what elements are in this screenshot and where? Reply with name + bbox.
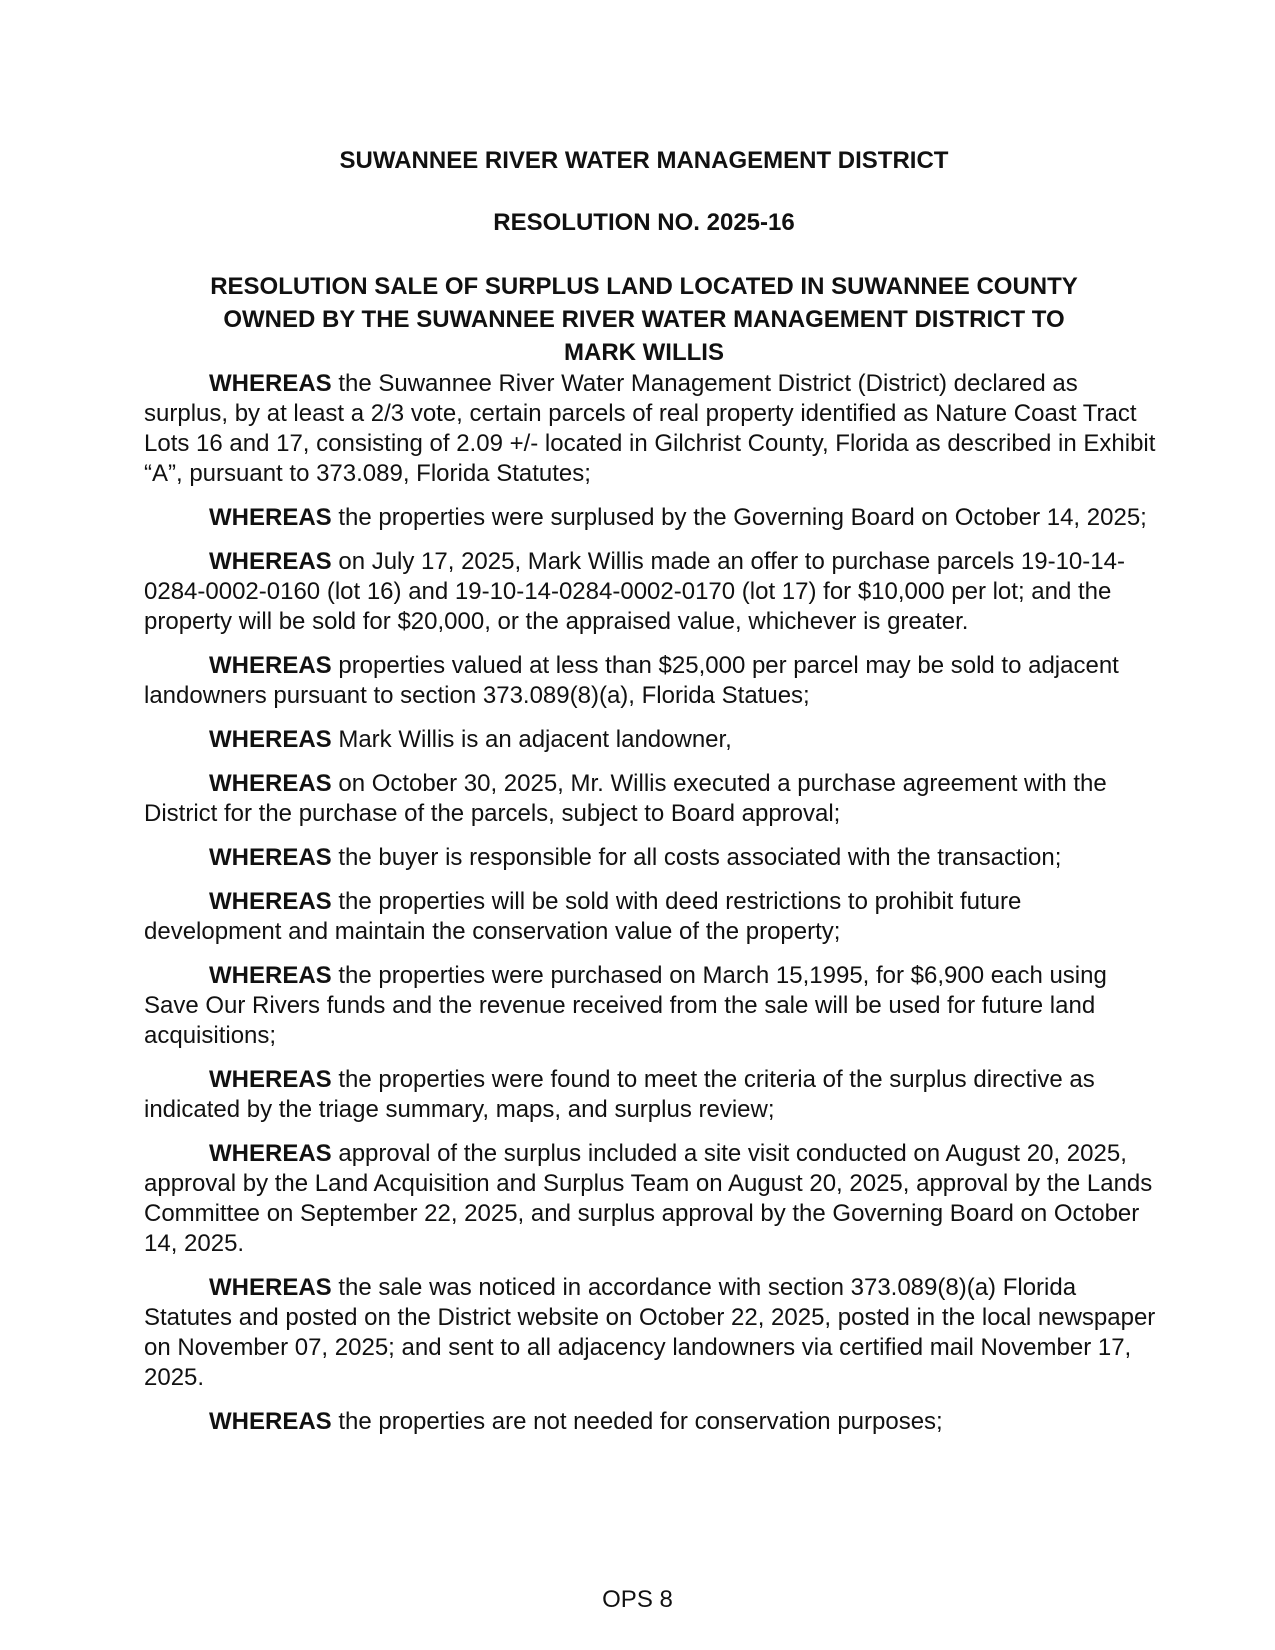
paragraph-line: 0284-0002-0160 (lot 16) and 19-10-14-0284-0002-0170 (lot 17) for $10,000 per lot; and the [144,578,1112,605]
paragraph-line: approval by the Land Acquisition and Surplus Team on August 20, 2025, approval by the Lands [144,1170,1153,1197]
paragraph-line: development and maintain the conservation value of the property; [144,918,841,945]
paragraph-line: property will be sold for $20,000, or the appraised value, whichever is greater. [144,608,969,635]
whereas-keyword: WHEREAS [209,888,332,915]
whereas-paragraph [144,769,1144,829]
whereas-keyword: WHEREAS [209,844,332,871]
whereas-paragraph [144,1407,1144,1437]
subject-line: RESOLUTION SALE OF SURPLUS LAND LOCATED IN SUWANNEE COUNTY [210,273,1078,300]
paragraph-line: WHEREAS approval of the surplus included a site visit conducted on August 20, 2025, [209,1140,1127,1167]
whereas-keyword: WHEREAS [209,726,332,753]
whereas-paragraph [144,725,1144,755]
resolution-subject [144,270,1144,369]
whereas-paragraph [144,961,1144,1051]
paragraph-line: WHEREAS the properties were found to meet the criteria of the surplus directive as [209,1066,1095,1093]
paragraph-line: WHEREAS the properties were surplused by the Governing Board on October 14, 2025; [209,504,1147,531]
paragraph-line: “A”, pursuant to 373.089, Florida Statutes; [144,460,591,487]
paragraph-line: WHEREAS the properties will be sold with deed restrictions to prohibit future [209,888,1022,915]
paragraph-line: landowners pursuant to section 373.089(8)(a), Florida Statues; [144,682,810,709]
paragraph-line: WHEREAS the Suwannee River Water Management District (District) declared as [209,370,1078,397]
whereas-keyword: WHEREAS [209,504,332,531]
paragraph-line: WHEREAS the properties are not needed for conservation purposes; [209,1408,943,1435]
whereas-paragraph [144,843,1144,873]
whereas-paragraph [144,1065,1144,1125]
paragraph-line: WHEREAS on October 30, 2025, Mr. Willis executed a purchase agreement with the [209,770,1107,797]
whereas-keyword: WHEREAS [209,652,332,679]
paragraph-line: WHEREAS on July 17, 2025, Mark Willis made an offer to purchase parcels 19-10-14- [209,548,1125,575]
paragraph-line: WHEREAS the sale was noticed in accordance with section 373.089(8)(a) Florida [209,1274,1077,1301]
whereas-keyword: WHEREAS [209,770,332,797]
whereas-paragraph [144,651,1144,711]
whereas-paragraph [144,369,1156,489]
whereas-keyword: WHEREAS [209,548,332,575]
paragraph-line: 2025. [144,1364,205,1391]
whereas-paragraph [144,503,1147,533]
district-title: SUWANNEE RIVER WATER MANAGEMENT DISTRICT [339,147,949,174]
whereas-paragraph [144,887,1144,947]
paragraph-line: Statutes and posted on the District website on October 22, 2025, posted in the local newspaper [144,1304,1156,1331]
paragraph-line: 14, 2025. [144,1230,245,1257]
paragraph-line: on November 07, 2025; and sent to all adjacency landowners via certified mail November 17, [144,1334,1132,1361]
whereas-keyword: WHEREAS [209,1140,332,1167]
whereas-paragraph [144,1273,1156,1393]
whereas-paragraph [144,1139,1153,1259]
paragraph-line: WHEREAS the buyer is responsible for all costs associated with the transaction; [209,844,1062,871]
page-footer: OPS 8 [602,1586,673,1613]
paragraph-line: Committee on September 22, 2025, and surplus approval by the Governing Board on October [144,1200,1140,1227]
paragraph-line: Save Our Rivers funds and the revenue received from the sale will be used for future land [144,992,1096,1019]
paragraph-line: WHEREAS properties valued at less than $25,000 per parcel may be sold to adjacent [209,652,1119,679]
whereas-clauses [144,369,1156,1437]
whereas-keyword: WHEREAS [209,1066,332,1093]
paragraph-line: Lots 16 and 17, consisting of 2.09 +/- located in Gilchrist County, Florida as described in Exhibit [144,430,1156,457]
whereas-paragraph [144,547,1144,637]
paragraph-line: surplus, by at least a 2/3 vote, certain parcels of real property identified as Nature Coast Tract [144,400,1137,427]
paragraph-line: WHEREAS the properties were purchased on March 15,1995, for $6,900 each using [209,962,1107,989]
resolution-number: RESOLUTION NO. 2025-16 [493,209,795,236]
paragraph-line: indicated by the triage summary, maps, and surplus review; [144,1096,775,1123]
paragraph-line: WHEREAS Mark Willis is an adjacent landowner, [209,726,732,753]
subject-line: OWNED BY THE SUWANNEE RIVER WATER MANAGEMENT DISTRICT TO [223,306,1065,333]
whereas-keyword: WHEREAS [209,370,332,397]
subject-line: MARK WILLIS [564,339,724,366]
document-body [144,146,1156,1451]
paragraph-line: District for the purchase of the parcels, subject to Board approval; [144,800,841,827]
whereas-keyword: WHEREAS [209,1408,332,1435]
whereas-keyword: WHEREAS [209,1274,332,1301]
whereas-keyword: WHEREAS [209,962,332,989]
paragraph-line: acquisitions; [144,1022,277,1049]
